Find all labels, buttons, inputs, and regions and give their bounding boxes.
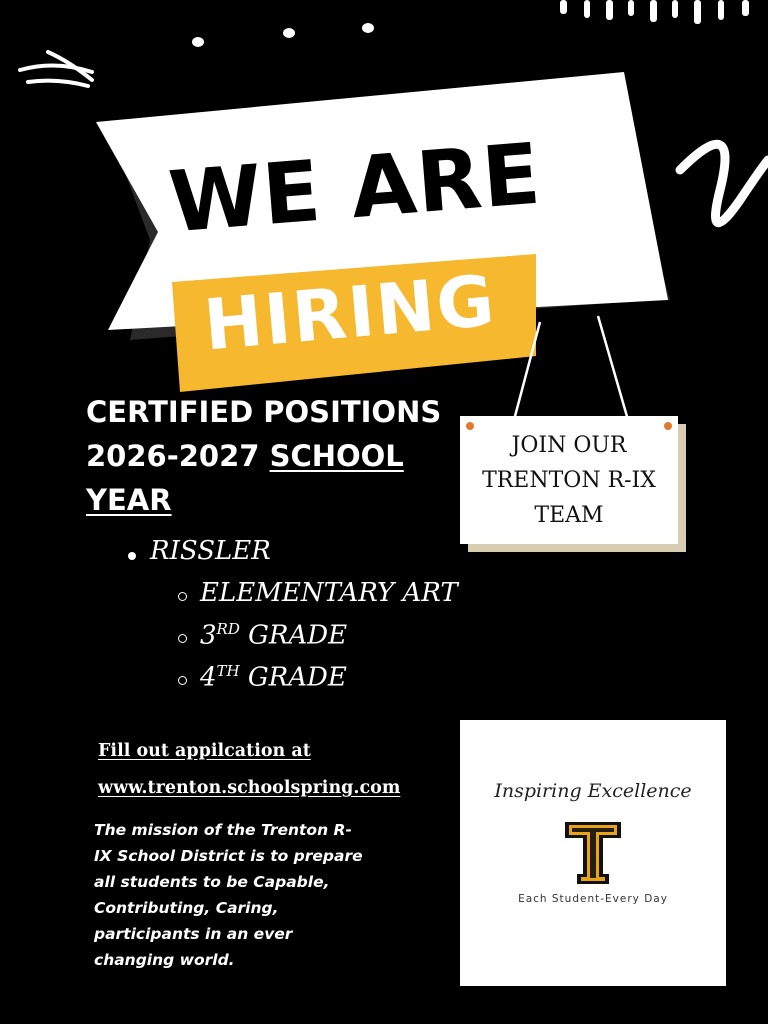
logo-tagline: Inspiring Excellence [494, 780, 692, 802]
mission-line: all students to be Capable, [94, 873, 330, 891]
heading-line-3: YEAR [86, 483, 172, 517]
apply-instruction: Fill out appilcation at [98, 741, 311, 761]
position-text: GRADE [239, 620, 348, 651]
position-item [200, 662, 347, 693]
position-ordinal: RD [216, 620, 240, 638]
sign-line: JOIN OUR [511, 433, 627, 458]
sign-line: TEAM [534, 503, 604, 528]
mission-line: IX School District is to prepare [94, 847, 363, 865]
bullet-dot-icon [128, 552, 136, 560]
banner-we-are-text: WE ARE [165, 124, 545, 252]
heading-line-1: CERTIFIED POSITIONS [86, 395, 442, 429]
position-item [200, 620, 347, 651]
position-text: 4 [200, 662, 217, 693]
squiggle-decoration [680, 144, 768, 222]
sign-line: TRENTON R-IX [482, 468, 656, 493]
position-text: ELEMENTARY ART [200, 578, 458, 608]
heading-year: 2026-2027 [86, 439, 270, 473]
position-text: GRADE [239, 662, 347, 693]
heading-school-word: SCHOOL [269, 439, 404, 473]
bullet-circle-icon [178, 592, 187, 601]
position-item [200, 578, 458, 608]
positions-heading [86, 390, 446, 522]
banner-hiring-text: HIRING [200, 259, 500, 367]
bullet-circle-icon [178, 634, 187, 643]
heading-line-2 [86, 434, 446, 478]
mission-line: participants in an ever [94, 925, 293, 943]
speed-lines-decoration [20, 52, 92, 86]
bullet-circle-icon [178, 676, 187, 685]
mission-line: Contributing, Caring, [94, 899, 279, 917]
join-team-sign [460, 416, 678, 544]
trenton-t-logo-icon [563, 820, 623, 886]
position-text: 3 [200, 620, 217, 651]
mission-statement [94, 817, 384, 973]
district-logo [460, 720, 726, 986]
apply-url-link[interactable]: www.trenton.schoolspring.com [98, 778, 401, 798]
logo-caption: Each Student-Every Day [518, 893, 668, 905]
position-ordinal: TH [216, 662, 240, 680]
top-stripes-decoration [560, 0, 749, 24]
mission-line: The mission of the Trenton R- [94, 821, 352, 839]
sign-text [460, 428, 678, 533]
school-name: RISSLER [150, 536, 271, 566]
mission-line: changing world. [94, 951, 235, 969]
dots-decoration [192, 23, 374, 47]
